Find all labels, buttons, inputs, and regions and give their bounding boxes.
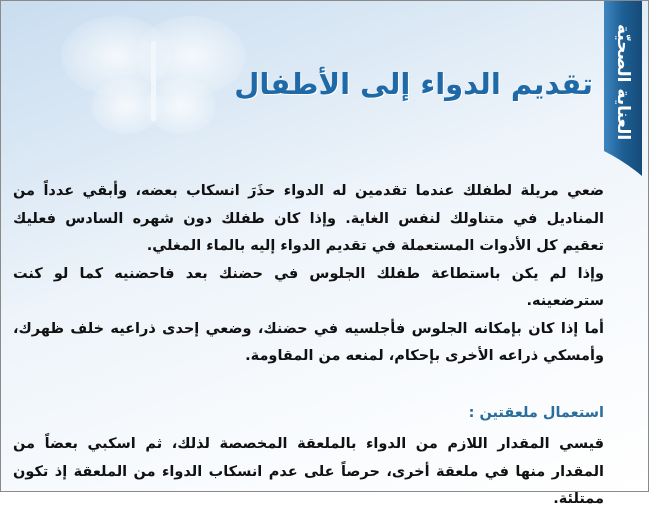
paragraph: وإذا لم يكن باستطاعة طفلك الجلوس في حضنك بعد فاحضنيه كما لو كنت سترضعينه. [13,265,604,309]
side-tab-label: العناية الصحيّة [613,23,633,141]
butterfly-decoration-icon [41,1,261,151]
main-text [13,178,604,371]
paragraph: أما إذا كان بإمكانه الجلوس فأجلسيه في حضنك، وضعي إحدى ذراعيه خلف ظهرك، وأمسكي ذراعه الأخرى بإحكام، لمنعه من المقاومة. [13,320,604,364]
sub-text [13,431,604,514]
paragraph: قيسي المقدار اللازم من الدواء بالملعقة المخصصة لذلك، ثم اسكبي بعضاً من المقدار منها في ملعقة أخرى، حرصاً على عدم انسكاب الدواء من الملعقة إذ تكون ممتلئة. [13,436,604,507]
page-title: تقديم الدواء إلى الأطفال [234,67,593,101]
subheading: استعمال ملعقتين : [468,405,604,421]
paragraph: ضعي مريلة لطفلك عندما تقدمين له الدواء حذَرَ انسكاب بعضه، وأبقي عدداً من المناديل في متناولك لنفس الغاية. وإذا كان طفلك دون شهره السادس فعليك تعقيم كل الأدوات المستعملة في تقديم الدواء إليه بالماء المغلي. [13,183,604,254]
